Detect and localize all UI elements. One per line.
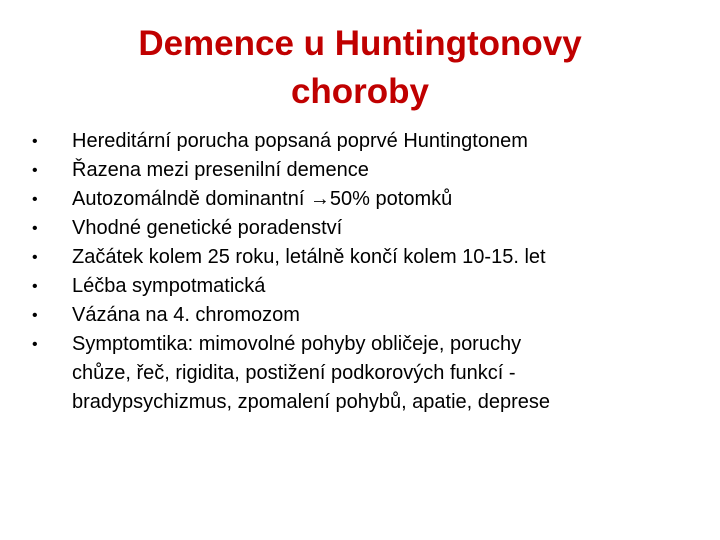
bullet-text-line: chůze, řeč, rigidita, postižení podkorových funkcí -: [72, 362, 516, 384]
bullet-icon: •: [32, 278, 38, 295]
bullet-text: Hereditární porucha popsaná poprvé Huntingtonem: [72, 130, 528, 152]
bullet-item: [32, 214, 702, 243]
bullet-icon: •: [32, 249, 38, 266]
bullet-text: Řazena mezi presenilní demence: [72, 159, 369, 181]
bullet-text-line: bradypsychizmus, zpomalení pohybů, apatie, deprese: [72, 391, 551, 413]
bullet-item: [32, 272, 702, 301]
bullet-item: [32, 243, 702, 272]
bullet-item: [32, 127, 702, 156]
bullet-text: Vhodné genetické poradenství: [72, 217, 343, 239]
slide-title: [60, 20, 660, 116]
bullet-text: Autozomálndě dominantní →50% potomků: [72, 188, 453, 210]
bullet-icon: •: [32, 220, 38, 237]
bullet-text-line: Symptomtika: mimovolné pohyby obličeje, poruchy: [72, 333, 522, 355]
bullet-icon: •: [32, 191, 38, 208]
title-line-1: Demence u Huntingtonovy: [138, 24, 582, 63]
bullet-list: [32, 127, 702, 417]
bullet-icon: •: [32, 307, 38, 324]
bullet-text: Vázána na 4. chromozom: [72, 304, 300, 326]
bullet-icon: •: [32, 336, 38, 353]
bullet-text: Léčba sympotmatická: [72, 275, 266, 297]
bullet-icon: •: [32, 162, 38, 179]
bullet-item: [32, 330, 702, 417]
bullet-item: [32, 156, 702, 185]
bullet-text-multiline: [72, 330, 702, 417]
bullet-text: Začátek kolem 25 roku, letálně končí kolem 10-15. let: [72, 246, 546, 268]
title-line-2: choroby: [290, 72, 430, 111]
bullet-item: [32, 301, 702, 330]
bullet-icon: •: [32, 133, 38, 150]
bullet-item: [32, 185, 702, 214]
